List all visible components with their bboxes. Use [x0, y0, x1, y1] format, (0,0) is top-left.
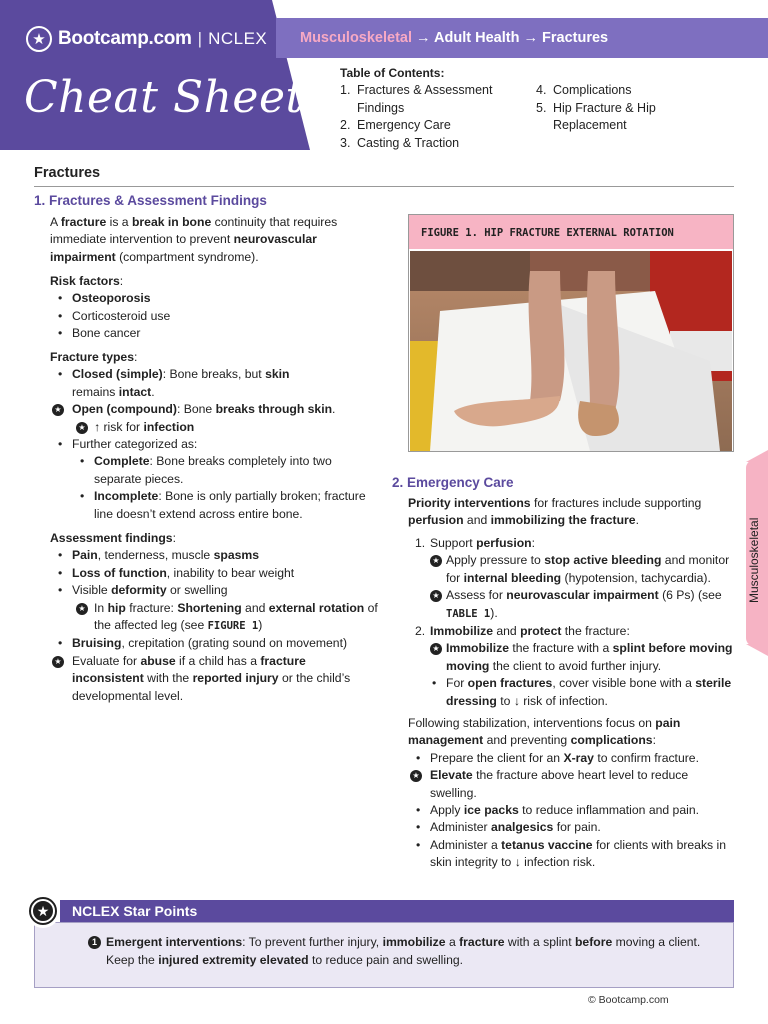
star-logo-icon: ★ — [26, 26, 52, 52]
page-title: Fractures — [34, 165, 101, 181]
toc-title: Table of Contents: — [340, 66, 445, 80]
number-1-icon: 1 — [88, 936, 101, 949]
list-item: • For open fractures, cover visible bone with a sterile dressing to ↓ risk of infection. — [408, 675, 738, 710]
list-item: • Prepare the client for an X-ray to confirm fracture. — [408, 750, 738, 767]
assessment-findings-label: Assessment findings — [50, 531, 173, 545]
star-icon: ★ — [52, 404, 64, 416]
list-item: • Apply ice packs to reduce inflammation and pain. — [408, 802, 738, 819]
list-item: • Complete: Bone breaks completely into two separate pieces. — [50, 453, 380, 488]
brand-logo[interactable] — [26, 26, 267, 52]
title-divider — [34, 186, 734, 187]
side-tab-label: Musculoskeletal — [747, 517, 761, 603]
list-item: • Bone cancer — [50, 325, 380, 342]
figure-caption: FIGURE 1. HIP FRACTURE EXTERNAL ROTATION — [409, 215, 733, 249]
list-item: • Further categorized as: — [50, 436, 380, 453]
list-item: ★ Assess for neurovascular impairment (6 Ps) (see TABLE 1). — [408, 587, 738, 623]
star-badge-icon: ★ — [26, 894, 60, 928]
list-item: ★ Elevate the fracture above heart level to reduce swelling. — [408, 767, 738, 802]
figure-1-link[interactable]: FIGURE 1 — [207, 620, 259, 633]
list-item: • Corticosteroid use — [50, 308, 380, 325]
toc-item[interactable]: 2. Emergency Care — [340, 118, 451, 132]
brand-product: NCLEX — [208, 29, 268, 48]
star-icon: ★ — [76, 603, 88, 615]
list-item: 2. Immobilize and protect the fracture: — [415, 624, 630, 639]
list-item: • Administer analgesics for pain. — [408, 819, 738, 836]
section-1-intro: A fracture is a break in bone continuity that requires immediate intervention to prevent neurovascular impairment (compartment syndrome). — [50, 215, 338, 264]
star-icon: ★ — [430, 555, 442, 567]
breadcrumb-arrow: → — [416, 30, 431, 46]
toc-item[interactable]: 3. Casting & Traction — [340, 135, 460, 150]
emergency-steps — [408, 535, 738, 710]
breadcrumb-fractures[interactable]: Fractures — [542, 30, 609, 46]
list-item: • Bruising, crepitation (grating sound on movement) — [50, 635, 380, 652]
toc-column-1 — [340, 82, 520, 152]
list-item: • Closed (simple): Bone breaks, but skin remains intact. — [50, 366, 380, 401]
toc-item[interactable]: 5. Hip Fracture & Hip Replacement — [536, 100, 656, 132]
risk-factors-label: Risk factors — [50, 274, 120, 288]
footer-copyright: © Bootcamp.com — [588, 994, 669, 1006]
list-item: ★ Apply pressure to stop active bleeding and monitor for internal bleeding (hypotension, tachycardia). — [408, 552, 738, 587]
star-icon: ★ — [430, 590, 442, 602]
section-2-heading: 2. Emergency Care — [392, 475, 514, 490]
assessment-findings: Assessment findings: • Pain, tenderness, muscle spasms • Loss of function, inability to bear weight • Visible deformity or swelling ★ In hip fracture: Shortening and external rotation of the affected leg (see FIGURE 1) • Bruising, crepitation (grating sound on movement) ★ Evaluate for abuse if a child has a fracture inconsistent with the reported injury or the child’s developmental level. — [50, 530, 380, 705]
list-item: • Administer a tetanus vaccine for clients with breaks in skin integrity to ↓ infection risk. — [408, 837, 738, 872]
table-1-link[interactable]: TABLE 1 — [446, 607, 491, 620]
brand-separator: | — [197, 29, 203, 48]
list-item: ★ ↑ risk for infection — [50, 419, 380, 436]
figure-1 — [408, 214, 734, 452]
list-item: ★ Evaluate for abuse if a child has a fracture inconsistent with the reported injury or the child’s developmental level. — [50, 653, 380, 705]
list-item: • Incomplete: Bone is only partially broken; fracture line doesn’t extend across entire bone. — [50, 488, 380, 523]
list-item: ★ Open (compound): Bone breaks through skin. — [50, 401, 380, 418]
cheat-sheets-title: Cheat Sheets — [24, 72, 327, 123]
star-icon: ★ — [410, 770, 422, 782]
star-icon: ★ — [52, 656, 64, 668]
toc-item[interactable]: 4. Complications — [536, 83, 632, 97]
follow-up-care: Following stabilization, interventions focus on pain management and preventing complications: • Prepare the client for an X-ray to confirm fracture. ★ Elevate the fracture above heart level to reduce swelling. • Apply ice packs to reduce inflammation and pain. • Administer analgesics for pain. • Administer a tetanus vaccine for clients with breaks in skin integrity to ↓ infection risk. — [408, 715, 738, 872]
toc-item[interactable]: 1. Fractures & Assessment Findings — [340, 83, 493, 115]
breadcrumb-arrow: → — [523, 30, 538, 46]
fracture-types-label: Fracture types — [50, 350, 134, 364]
list-item: 1. Support perfusion: — [415, 536, 535, 550]
hip-fracture-photo — [410, 251, 732, 451]
fracture-types: Fracture types: • Closed (simple): Bone breaks, but skin remains intact. ★ Open (compound): Bone breaks through skin. ★ ↑ risk for infection • Further categorized as: • Complete: Bone breaks completely into two separate pieces. • Incomplete: Bone is only partially broken; fracture line doesn’t extend across entire bone. — [50, 349, 380, 523]
brand-name: Bootcamp.com — [58, 28, 192, 49]
section-1-heading: 1. Fractures & Assessment Findings — [34, 193, 267, 208]
breadcrumb-musculoskeletal[interactable]: Musculoskeletal — [300, 30, 413, 46]
list-item: • Osteoporosis — [50, 290, 380, 307]
list-item: • Visible deformity or swelling — [50, 582, 380, 599]
star-point-text: Emergent interventions: To prevent further injury, immobilize a fracture with a splint before moving a client. Keep the injured extremity elevated to reduce pain and swelling. — [106, 935, 701, 967]
list-item: ★ Immobilize the fracture with a splint before moving moving the client to avoid further injury. — [408, 640, 738, 675]
list-item: • Pain, tenderness, muscle spasms — [50, 547, 380, 564]
toc-column-2 — [536, 82, 716, 135]
list-item: • Loss of function, inability to bear weight — [50, 565, 380, 582]
risk-factors: Risk factors: • Osteoporosis • Corticosteroid use • Bone cancer — [50, 273, 380, 343]
list-item: ★ In hip fracture: Shortening and external rotation of the affected leg (see FIGURE 1) — [50, 600, 380, 636]
star-icon: ★ — [76, 422, 88, 434]
star-icon: ★ — [430, 643, 442, 655]
star-points-title: NCLEX Star Points — [60, 900, 734, 922]
breadcrumb — [300, 30, 608, 46]
breadcrumb-adult-health[interactable]: Adult Health — [434, 30, 520, 46]
section-2-intro: Priority interventions for fractures include supporting perfusion and immobilizing the fracture. — [408, 496, 702, 528]
